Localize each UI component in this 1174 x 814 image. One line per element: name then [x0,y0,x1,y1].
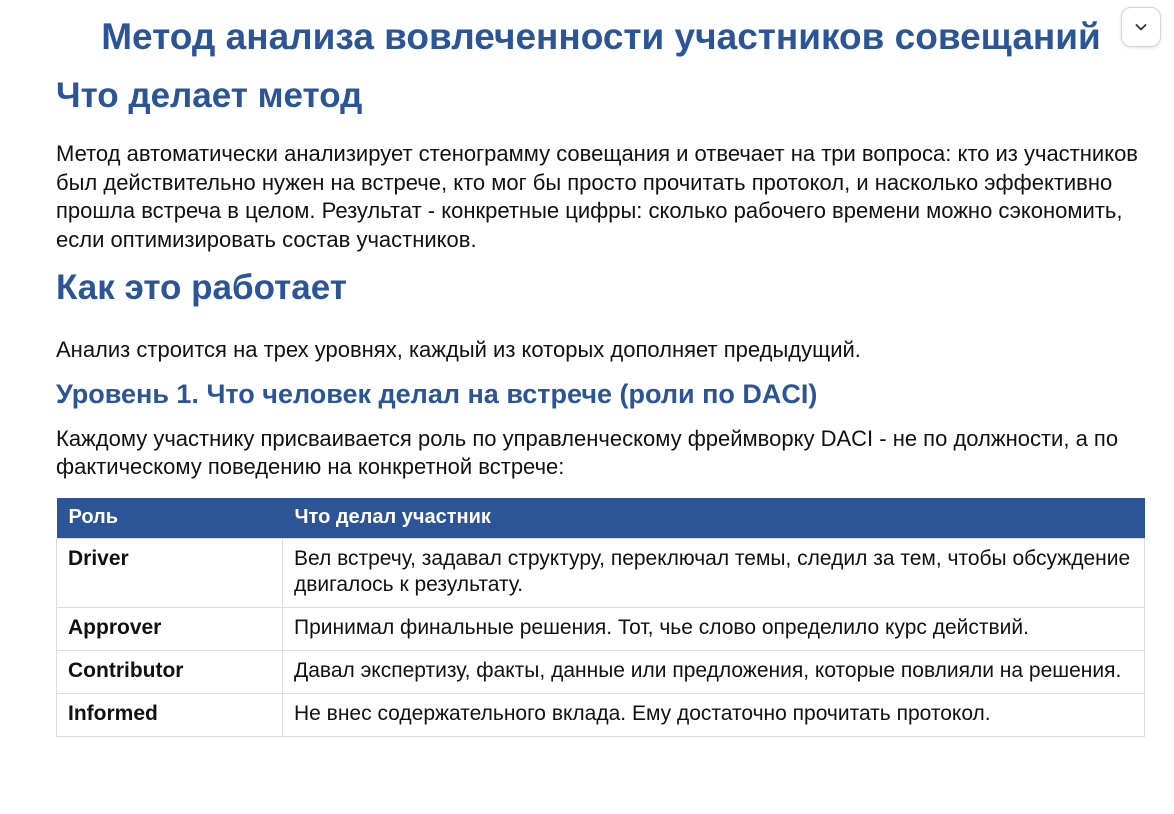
table-cell-role: Contributor [57,650,283,693]
table-cell-description: Не внес содержательного вклада. Ему достаточно прочитать протокол. [283,693,1145,736]
table-row [57,693,1145,736]
table-row [57,650,1145,693]
document-title: Метод анализа вовлеченности участников совещаний [101,16,1101,57]
section-heading-what-it-does: Что делает метод [56,76,363,115]
section-heading-how-it-works: Как это работает [56,268,347,307]
section-paragraph-how-it-works: Анализ строится на трех уровнях, каждый из которых дополняет предыдущий. [56,337,861,362]
table-cell-description: Вел встречу, задавал структуру, переключал темы, следил за тем, чтобы обсуждение двигалось к результату. [283,538,1145,607]
table-cell-description: Принимал финальные решения. Тот, чье слово определило курс действий. [283,607,1145,650]
table-cell-role: Informed [57,693,283,736]
table-cell-role: Approver [57,607,283,650]
table-cell-description: Давал экспертизу, факты, данные или предложения, которые повлияли на решения. [283,650,1145,693]
table-header-description: Что делал участник [283,498,1145,539]
level-1-heading: Уровень 1. Что человек делал на встрече (роли по DACI) [56,378,818,409]
table-cell-role: Driver [57,538,283,607]
document [56,0,1146,737]
chevron-down-icon [1133,19,1149,35]
table-header-row [57,498,1145,539]
table-header-role: Роль [57,498,283,539]
section-paragraph-what-it-does: Метод автоматически анализирует стенограмму совещания и отвечает на три вопроса: кто из участников был действительно нужен на встрече, кто мог бы просто прочитать протокол, и насколько эффективно прошла встреча в целом. Результат - конкретные цифры: сколько рабочего времени можно сэкономить, если оптимизировать состав участников. [56,141,1138,252]
daci-roles-table [56,498,1145,737]
table-row [57,607,1145,650]
collapse-button[interactable] [1121,7,1161,47]
table-row [57,538,1145,607]
level-1-paragraph: Каждому участнику присваивается роль по управленческому фреймворку DACI - не по должности, а по фактическому поведению на конкретной встрече: [56,425,1119,479]
